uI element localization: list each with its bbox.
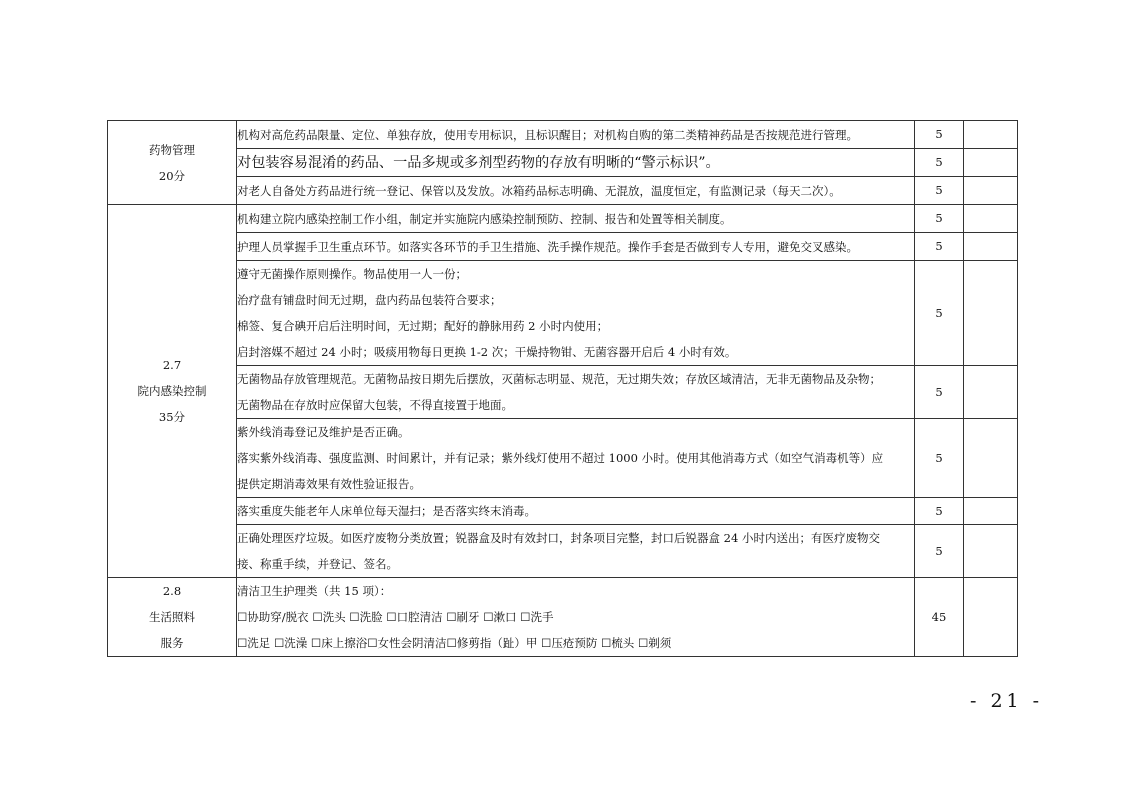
item-line: 对包装容易混淆的药品、一品多规或多剂型药物的存放有明晰的“警示标识”。 [237, 154, 720, 171]
table-row [108, 205, 1018, 233]
category-cell [108, 578, 237, 657]
item-line: 棉签、复合碘开启后注明时间，无过期；配好的静脉用药 2 小时内使用； [237, 319, 609, 333]
item-line: 正确处理医疗垃圾。如医疗废物分类放置；锐器盒及时有效封口，封条项目完整，封口后锐器盒 24 小时内送出；有医疗废物交 [237, 531, 880, 545]
item-line: 对老人自备处方药品进行统一登记、保管以及发放。冰箱药品标志明确、无混放，温度恒定，有监测记录（每天二次）。 [237, 183, 841, 198]
score-cell: 45 [915, 578, 964, 657]
blank-score-cell [964, 205, 1018, 233]
item-line: 落实紫外线消毒、强度监测、时间累计，并有记录；紫外线灯使用不超过 1000 小时。使用其他消毒方式（如空气消毒机等）应 [237, 451, 884, 465]
blank-score-cell [964, 525, 1018, 578]
item-cell [237, 121, 915, 149]
evaluation-table [107, 120, 1018, 657]
item-line: 遵守无菌操作原则操作。物品使用一人一份； [237, 267, 467, 281]
score-cell: 5 [915, 498, 964, 525]
table-row [108, 233, 1018, 261]
table-row [108, 419, 1018, 498]
score-cell: 5 [915, 233, 964, 261]
category-line: 20分 [158, 168, 186, 183]
category-cell [108, 121, 237, 205]
item-cell [237, 366, 915, 419]
item-line: ☐协助穿/脱衣 ☐洗头 ☐洗脸 ☐口腔清洁 ☐刷牙 ☐漱口 ☐洗手 [237, 610, 554, 624]
item-cell [237, 233, 915, 261]
score-cell: 5 [915, 121, 964, 149]
table-row [108, 149, 1018, 177]
blank-score-cell [964, 366, 1018, 419]
score-cell: 5 [915, 261, 964, 366]
blank-score-cell [964, 149, 1018, 177]
item-line: 落实重度失能老年人床单位每天湿扫；是否落实终末消毒。 [237, 504, 536, 518]
score-cell: 5 [915, 525, 964, 578]
table-row [108, 366, 1018, 419]
item-line: 紫外线消毒登记及维护是否正确。 [237, 425, 410, 439]
blank-score-cell [964, 498, 1018, 525]
item-line: 清洁卫生护理类（共 15 项）： [237, 584, 392, 598]
category-line: 服务 [160, 636, 184, 650]
category-line: 2.8 [162, 584, 182, 598]
score-cell: 5 [915, 419, 964, 498]
table-row [108, 578, 1018, 657]
item-cell [237, 578, 915, 657]
item-line: 机构建立院内感染控制工作小组，制定并实施院内感染控制预防、控制、报告和处置等相关制度。 [237, 211, 732, 226]
item-line: 无菌物品在存放时应保留大包装，不得直接置于地面。 [237, 398, 513, 412]
category-line: 院内感染控制 [137, 384, 207, 398]
item-cell [237, 177, 915, 205]
item-line: 无菌物品存放管理规范。无菌物品按日期先后摆放，灭菌标志明显、规范，无过期失效；存放区域清洁，无非无菌物品及杂物； [237, 372, 881, 386]
table-row [108, 121, 1018, 149]
category-line: 生活照料 [149, 610, 195, 624]
table-row [108, 498, 1018, 525]
item-cell [237, 205, 915, 233]
category-cell [108, 205, 237, 578]
score-cell: 5 [915, 366, 964, 419]
table-row [108, 177, 1018, 205]
score-cell: 5 [915, 177, 964, 205]
blank-score-cell [964, 177, 1018, 205]
item-cell [237, 525, 915, 578]
item-line: 机构对高危药品限量、定位、单独存放，使用专用标识，且标识醒目；对机构自购的第二类精神药品是否按规范进行管理。 [237, 127, 858, 142]
item-line: 提供定期消毒效果有效性验证报告。 [237, 477, 421, 491]
page-number: - 21 - [970, 690, 1044, 712]
item-line: 接、称重手续，并登记、签名。 [237, 557, 398, 571]
category-line: 药物管理 [149, 142, 195, 157]
blank-score-cell [964, 578, 1018, 657]
item-line: 治疗盘有铺盘时间无过期，盘内药品包装符合要求； [237, 293, 502, 307]
item-line: 启封溶媒不超过 24 小时；吸痰用物每日更换 1-2 次；干燥持物钳、无菌容器开启后 4 小时有效。 [237, 345, 737, 359]
table-row [108, 261, 1018, 366]
score-cell: 5 [915, 205, 964, 233]
item-line: ☐洗足 ☐洗澡 ☐床上擦浴☐女性会阴清洁☐修剪指（趾）甲 ☐压疮预防 ☐梳头 ☐剃须 [237, 636, 672, 650]
category-line: 2.7 [162, 358, 182, 372]
blank-score-cell [964, 261, 1018, 366]
item-cell [237, 498, 915, 525]
item-line: 护理人员掌握手卫生重点环节。如落实各环节的手卫生措施、洗手操作规范。操作手套是否做到专人专用，避免交叉感染。 [237, 239, 858, 254]
table-row [108, 525, 1018, 578]
item-cell [237, 149, 915, 177]
blank-score-cell [964, 233, 1018, 261]
blank-score-cell [964, 121, 1018, 149]
score-cell: 5 [915, 149, 964, 177]
blank-score-cell [964, 419, 1018, 498]
item-cell [237, 261, 915, 366]
item-cell [237, 419, 915, 498]
category-line: 35分 [158, 410, 186, 424]
